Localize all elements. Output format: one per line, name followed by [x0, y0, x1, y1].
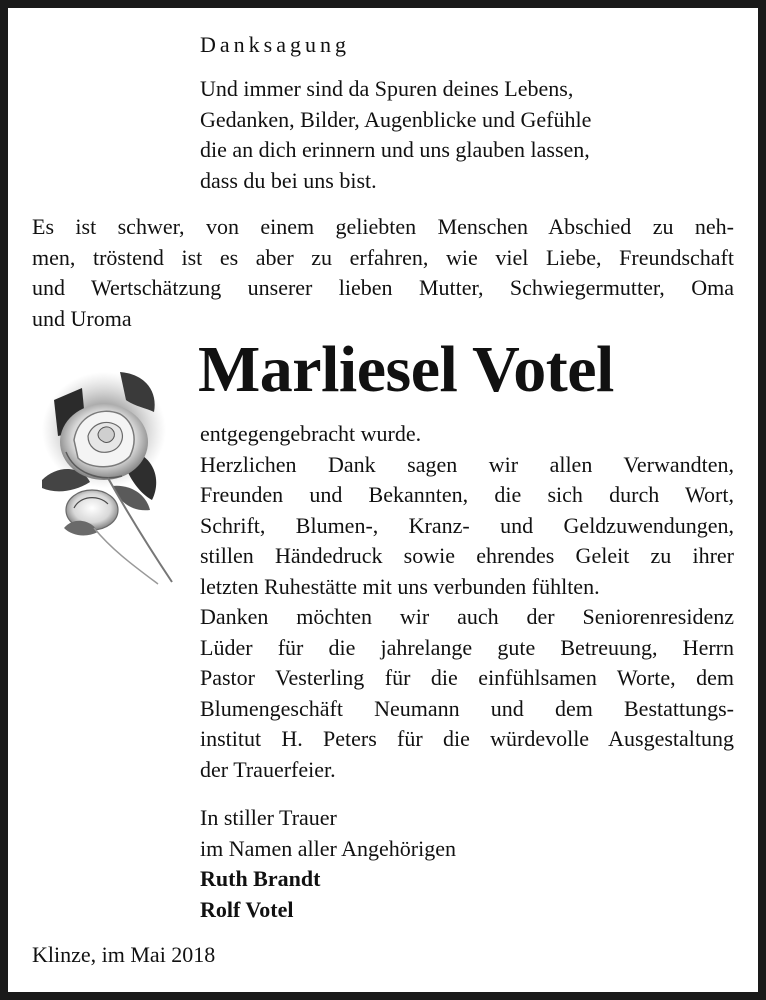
body-line: letzten Ruhestätte mit uns verbunden fühlten. [200, 573, 600, 599]
rose-icon [34, 360, 176, 588]
poem [200, 74, 591, 196]
poem-line: die an dich erinnern und uns glauben lassen, [200, 137, 590, 162]
intro-line: Es ist schwer, von einem geliebten Menschen Abschied zu neh- [32, 214, 734, 239]
closing-block [200, 803, 456, 925]
body-line: Herzlichen Dank sagen wir allen Verwandten, [200, 451, 734, 477]
body-line: stillen Händedruck sowie ehrendes Geleit zu ihrer [200, 543, 734, 568]
deceased-name: Marliesel Votel [198, 333, 614, 406]
poem-line: Gedanken, Bilder, Augenblicke und Gefühle [200, 106, 592, 132]
closing-line: In stiller Trauer [200, 805, 337, 830]
body-line: Danken möchten wir auch der Seniorenresidenz [200, 604, 734, 629]
poem-line: Und immer sind da Spuren deines Lebens, [200, 76, 574, 101]
intro-line: men, tröstend ist es aber zu erfahren, wie viel Liebe, Freundschaft [32, 244, 734, 270]
thanks-paragraph [200, 419, 734, 785]
notice-heading: Danksagung [200, 32, 350, 57]
body-line: Freunden und Bekannten, die sich durch Wort, [200, 482, 734, 507]
body-line: entgegengebracht wurde. [200, 421, 422, 446]
body-line: Lüder für die jahrelange gute Betreuung, Herrn [200, 634, 734, 660]
body-line: institut H. Peters für die würdevolle Ausgestaltung [200, 726, 734, 751]
intro-line: und Wertschätzung unserer lieben Mutter, Schwiegermutter, Oma [32, 275, 734, 300]
place-date: Klinze, im Mai 2018 [32, 942, 216, 967]
body-line: Pastor Vesterling für die einfühlsamen Worte, dem [200, 665, 734, 690]
body-line: der Trauerfeier. [200, 756, 336, 782]
poem-line: dass du bei uns bist. [200, 167, 377, 193]
signer-name: Rolf Votel [200, 896, 294, 922]
intro-paragraph [32, 212, 734, 334]
closing-line: im Namen aller Angehörigen [200, 835, 456, 861]
body-line: Blumengeschäft Neumann und dem Bestattungs- [200, 695, 734, 721]
body-line: Schrift, Blumen-, Kranz- und Geldzuwendungen, [200, 512, 734, 538]
signer-name: Ruth Brandt [200, 866, 321, 891]
intro-line: und Uroma [32, 305, 132, 331]
